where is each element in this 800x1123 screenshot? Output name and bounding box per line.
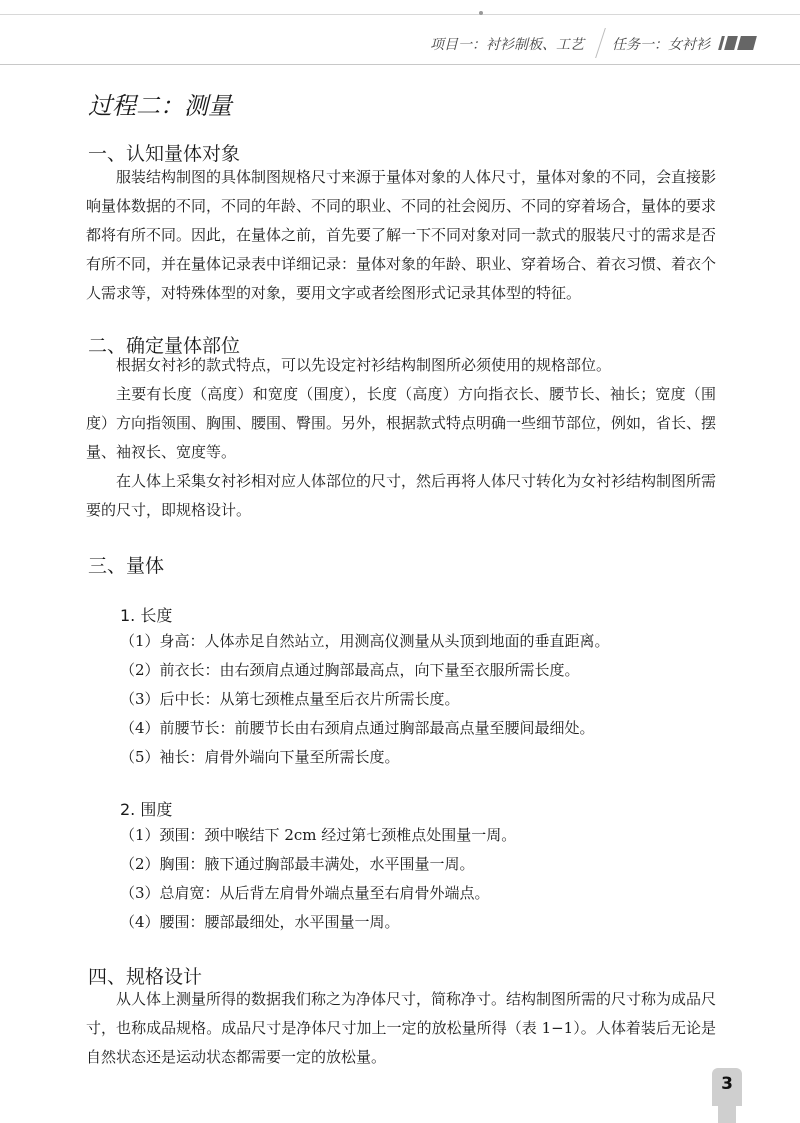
header-rule-top	[0, 14, 800, 15]
header-decoration-bars-icon	[720, 36, 755, 50]
section-1-paragraph-1: 服装结构制图的具体制图规格尺寸来源于量体对象的人体尺寸，量体对象的不同，会直接影响量体数据的不同，不同的年龄、不同的职业、不同的社会阅历、不同的穿着场合，量体的要求都将有所不同。因此，在量体之前，首先要了解一下不同对象对同一款式的服装尺寸的需求是否有所不同，并在量体记录表中详细记录：量体对象的年龄、职业、穿着场合、着衣习惯、着衣个人需求等，对特殊体型的对象，要用文字或者绘图形式记录其体型的特征。	[86, 168, 717, 302]
section-2-paragraph-3: 在人体上采集女衬衫相对应人体部位的尺寸，然后再将人体尺寸转化为女衬衫结构制图所需要的尺寸，即规格设计。	[86, 472, 717, 519]
length-measurement-list	[120, 627, 720, 772]
header-task-label: 任务一：女衬衫	[612, 37, 710, 53]
section-2-paragraph-1: 根据女衬衫的款式特点，可以先设定衬衫结构制图所必须使用的规格部位。	[116, 356, 612, 374]
list-item: （2）前衣长：由右颈肩点通过胸部最高点，向下量至衣服所需长度。	[120, 661, 580, 679]
section-2-paragraph-2: 主要有长度（高度）和宽度（围度），长度（高度）方向指衣长、腰节长、袖长；宽度（围度）方向指领围、胸围、腰围、臀围。另外，根据款式特点明确一些细节部位，例如，省长、摆量、袖衩长、宽度等。	[86, 385, 717, 461]
section-title-2: 二、确定量体部位	[88, 335, 241, 357]
list-item: （2）胸围：腋下通过胸部最丰满处，水平围量一周。	[120, 855, 475, 873]
header-separator	[595, 28, 606, 58]
header-dot	[479, 11, 483, 15]
subsection-title-girth: 2. 围度	[120, 800, 173, 819]
page-number: 3	[721, 1074, 733, 1094]
header-project-label: 项目一：衬衫制板、工艺	[430, 37, 584, 53]
list-item: （1）颈围：颈中喉结下 2cm 经过第七颈椎点处围量一周。	[120, 826, 517, 844]
section-title-1: 一、认知量体对象	[88, 143, 241, 165]
list-item: （3）总肩宽：从后背左肩骨外端点量至右肩骨外端点。	[120, 884, 490, 902]
list-item: （4）前腰节长：前腰节长由右颈肩点通过胸部最高点量至腰间最细处。	[120, 719, 595, 737]
section-4-paragraph-1: 从人体上测量所得的数据我们称之为净体尺寸，简称净寸。结构制图所需的尺寸称为成品尺寸，也称成品规格。成品尺寸是净体尺寸加上一定的放松量所得（表 1−1）。人体着装后无论是自然状态还是运动状态都需要一定的放松量。	[86, 990, 717, 1066]
girth-measurement-list	[120, 821, 720, 937]
section-title-3: 三、量体	[88, 555, 165, 577]
list-item: （5）袖长：肩骨外端向下量至所需长度。	[120, 748, 400, 766]
list-item: （4）腰围：腰部最细处，水平围量一周。	[120, 913, 400, 931]
list-item: （1）身高：人体赤足自然站立，用测高仪测量从头顶到地面的垂直距离。	[120, 632, 610, 650]
subsection-title-length: 1. 长度	[120, 606, 173, 625]
section-title-4: 四、规格设计	[88, 966, 203, 988]
list-item: （3）后中长：从第七颈椎点量至后衣片所需长度。	[120, 690, 460, 708]
page-number-tab	[712, 1068, 742, 1106]
page-number-tab-stem	[718, 1106, 736, 1123]
page-title: 过程二：测量	[88, 92, 232, 120]
header-rule-bottom	[0, 64, 800, 65]
